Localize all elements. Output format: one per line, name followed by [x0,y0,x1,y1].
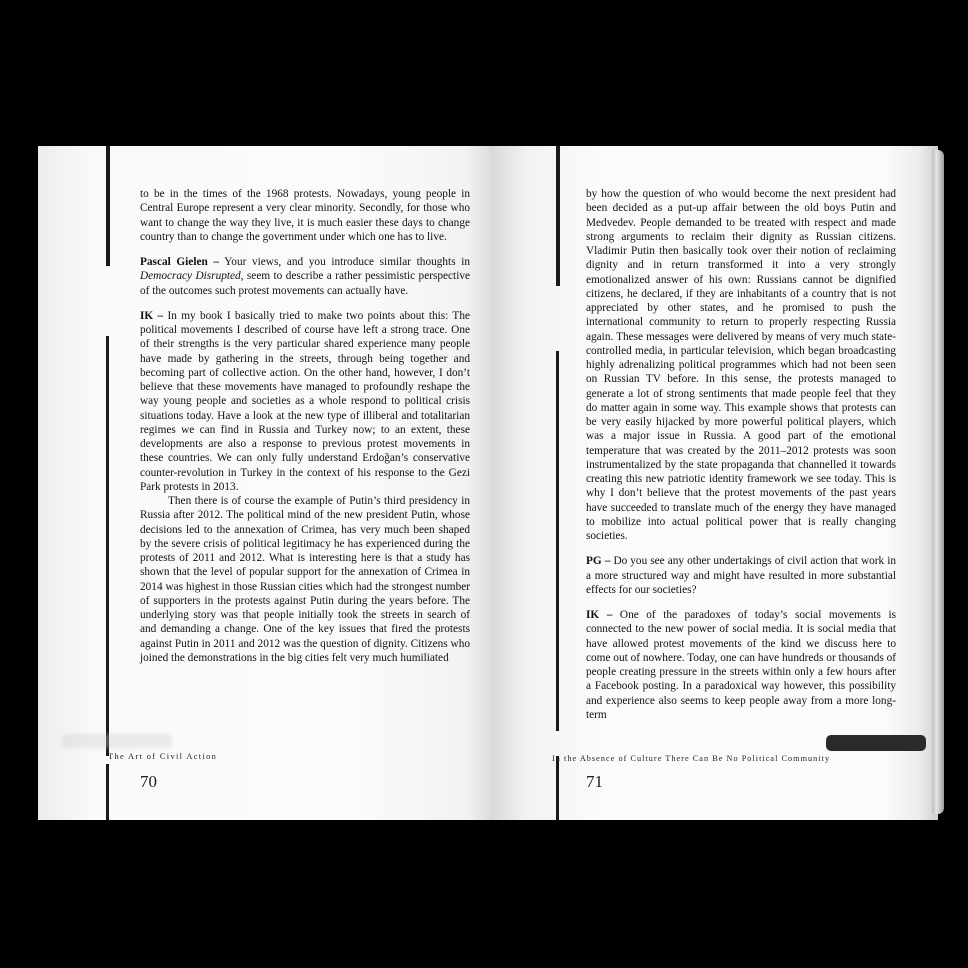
left-body-text [140,187,470,665]
right-margin-bar-mid [556,351,559,731]
right-margin-bar-top [556,146,560,286]
left-page [38,146,490,820]
page-number-right: 71 [586,772,603,791]
speaker-label: Pascal Gielen – [140,256,220,268]
page-edge [932,150,944,814]
right-paragraph-2 [586,554,896,597]
left-margin-bar-top [106,146,110,266]
answer-text: One of the paradoxes of today’s social movements is connected to the new power of social media. It is social media that have allowed protest movements of the kind we discuss here to come out of nowhere. Today, one can have hundreds or thousands of people creating pressure in the streets within only a few hours after a Facebook posting. In a paradoxical way however, this possibility and experience also seems to keep people away from a more long-term [586,609,897,721]
right-margin-bar-bottom [556,756,559,820]
right-body-text [586,187,896,722]
right-paragraph-3 [586,608,896,722]
left-paragraph-3 [140,309,470,494]
question-text: Your views, and you introduce similar thoughts in Democracy Disrupted, seem to describe a rather pessimistic perspective of the outcomes such protest movements can actually have. [140,256,471,297]
page-number-left: 70 [140,772,157,791]
question-text: Do you see any other undertakings of civil action that work in a more structured way and might have resulted in more substantial effects for our societies? [586,555,896,596]
redaction-bar [826,735,926,751]
speaker-label: IK – [586,609,613,621]
running-head-left: The Art of Civil Action [108,752,218,761]
right-page [490,146,938,820]
book-title: Democracy Disrupted [140,270,241,283]
open-book [38,146,938,820]
left-margin-bar-bottom [106,764,109,820]
running-head-right: In the Absence of Culture There Can Be No Political Community [552,754,831,763]
speaker-label: PG – [586,555,611,568]
left-paragraph-2 [140,255,470,298]
left-paragraph-1: to be in the times of the 1968 protests. Nowadays, young people in Central Europe represent a very clear minority. Secondly, for those who want to change the way they live, it is much easier these days to change country than to change the government under which one has to live. [140,188,470,243]
running-head-smudge [62,734,172,748]
left-paragraph-4: Then there is of course the example of Putin’s third presidency in Russia after 2012. The political mind of the new president Putin, whose decisions led to the annexation of Crimea, has very much been shaped by the severe crisis of political legitimacy he has experienced during the protests of 2011 and 2012. What is interesting here is that a study has shown that the level of popular support for the annexation of Crimea in 2014 was highest in those Russian cities which had the strongest number of supporters in the protests against Putin during the years before. The underlying story was that people initially took the streets in search of and demanding a change. One of the key issues that fired the protests against Putin in 2011 and 2012 was the question of dignity. Citizens who joined the demonstrations in the big cities felt very much humiliated [140,495,470,664]
right-paragraph-1: by how the question of who would become the next president had been decided as a put-up affair between the old boys Putin and Medvedev. People demanded to be treated with respect and made strong arguments to reclaim their dignity as Russian citizens. Vladimir Putin then basically took over their notion of reclaiming dignity and in return transformed it into a very strongly emotionalized answer of his own: Russians cannot be dignified citizens, he declared, if they are inhabitants of a country that is not appreciated by other states, and he promised to push the international community to return to properly respecting Russia again. These messages were delivered by means of very much state-controlled media, in particular television, which began broadcasting highly adrenalizing political programmes which had not been seen on Russian TV before. In this sense, the protests managed to generate a lot of strong sentiments that made people feel that they do matter again in some way. This example shows that protests can be very easily hijacked by more powerful political players, which was a major issue in Russia. A good part of the emotional temperature that was created by the 2011–2012 protests was soon instrumentalized by the state propaganda that channelled it towards creating this new patriotic identity framework we see today. This is why I don’t believe that the protest movements of the past years have succeeded to translate much of the energy they have managed to mobilize into actual political power that is really changing societies. [586,188,896,542]
left-margin-bar-mid [106,336,109,756]
speaker-label: IK – [140,309,164,322]
answer-text: In my book I basically tried to make two points about this: The political movements I described of course have left a strong trace. One of their strengths is the very particular shared experience many people have made by gathering in the streets, through being together and becoming part of collective action. On the other hand, however, I don’t believe that these movements have managed to profoundly reshape the way young people and societies as a whole respond to political crisis situations today. Have a look at the new type of illiberal and totalitarian regimes we can find in Russia and Turkey now; to an extent, these developments are also a response to previous protest movements in these countries. We can only fully understand Erdoğan’s conservative counter-revolution in Turkey in the context of his response to the Gezi Park protests in 2013. [140,309,470,493]
